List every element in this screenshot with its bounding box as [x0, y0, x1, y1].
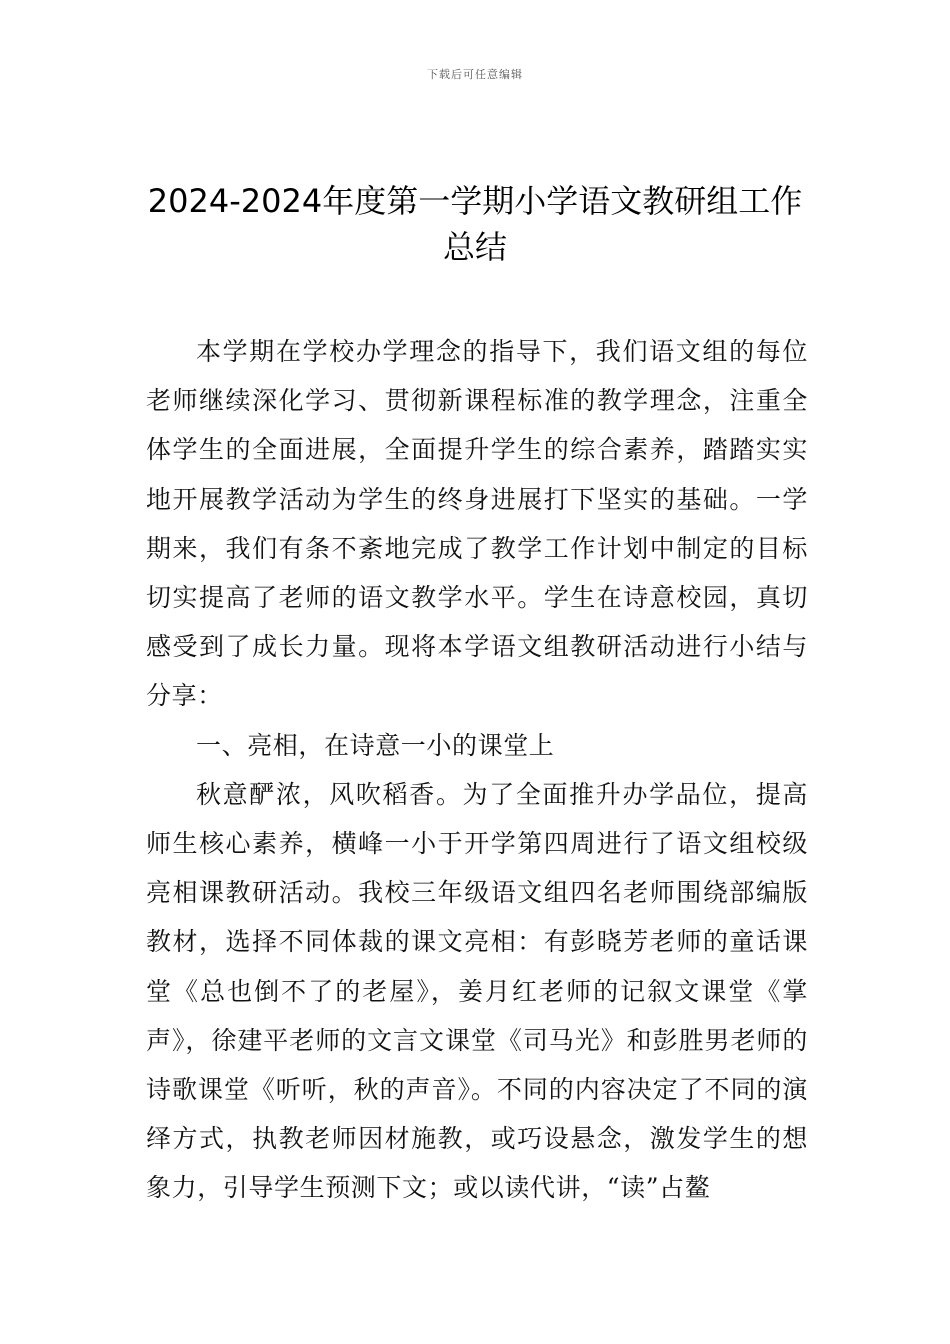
intro-paragraph: 本学期在学校办学理念的指导下，我们语文组的每位老师继续深化学习、贯彻新课程标准的教学理念，注重全体学生的全面进展，全面提升学生的综合素养，踏踏实实地开展教学活动为学生的终身进展打下坚实的基础。一学期来，我们有条不紊地完成了教学工作计划中制定的目标切实提高了老师的语文教学水平。学生在诗意校园，真切感受到了成长力量。现将本学语文组教研活动进行小结与分享：	[146, 337, 808, 711]
section-paragraph: 秋意酽浓，风吹稻香。为了全面推升办学品位，提高师生核心素养，横峰一小于开学第四周进行了语文组校级亮相课教研活动。我校三年级语文组四名老师围绕部编版教材，选择不同体裁的课文亮相：有彭晓芳老师的童话课堂《总也倒不了的老屋》，姜月红老师的记叙文课堂《掌声》，徐建平老师的文言文课堂《司马光》和彭胜男老师的诗歌课堂《听听，秋的声音》。不同的内容决定了不同的演绎方式，执教老师因材施教，或巧设悬念，激发学生的想象力，引导学生预测下文；或以读代讲，“读”占鳌	[146, 779, 808, 1203]
document-title: 2024-2024年度第一学期小学语文教研组工作总结	[147, 182, 803, 266]
header-note: 下载后可任意编辑	[427, 68, 523, 81]
document-body	[146, 327, 808, 1213]
section-heading: 一、亮相，在诗意一小的课堂上	[196, 730, 555, 760]
